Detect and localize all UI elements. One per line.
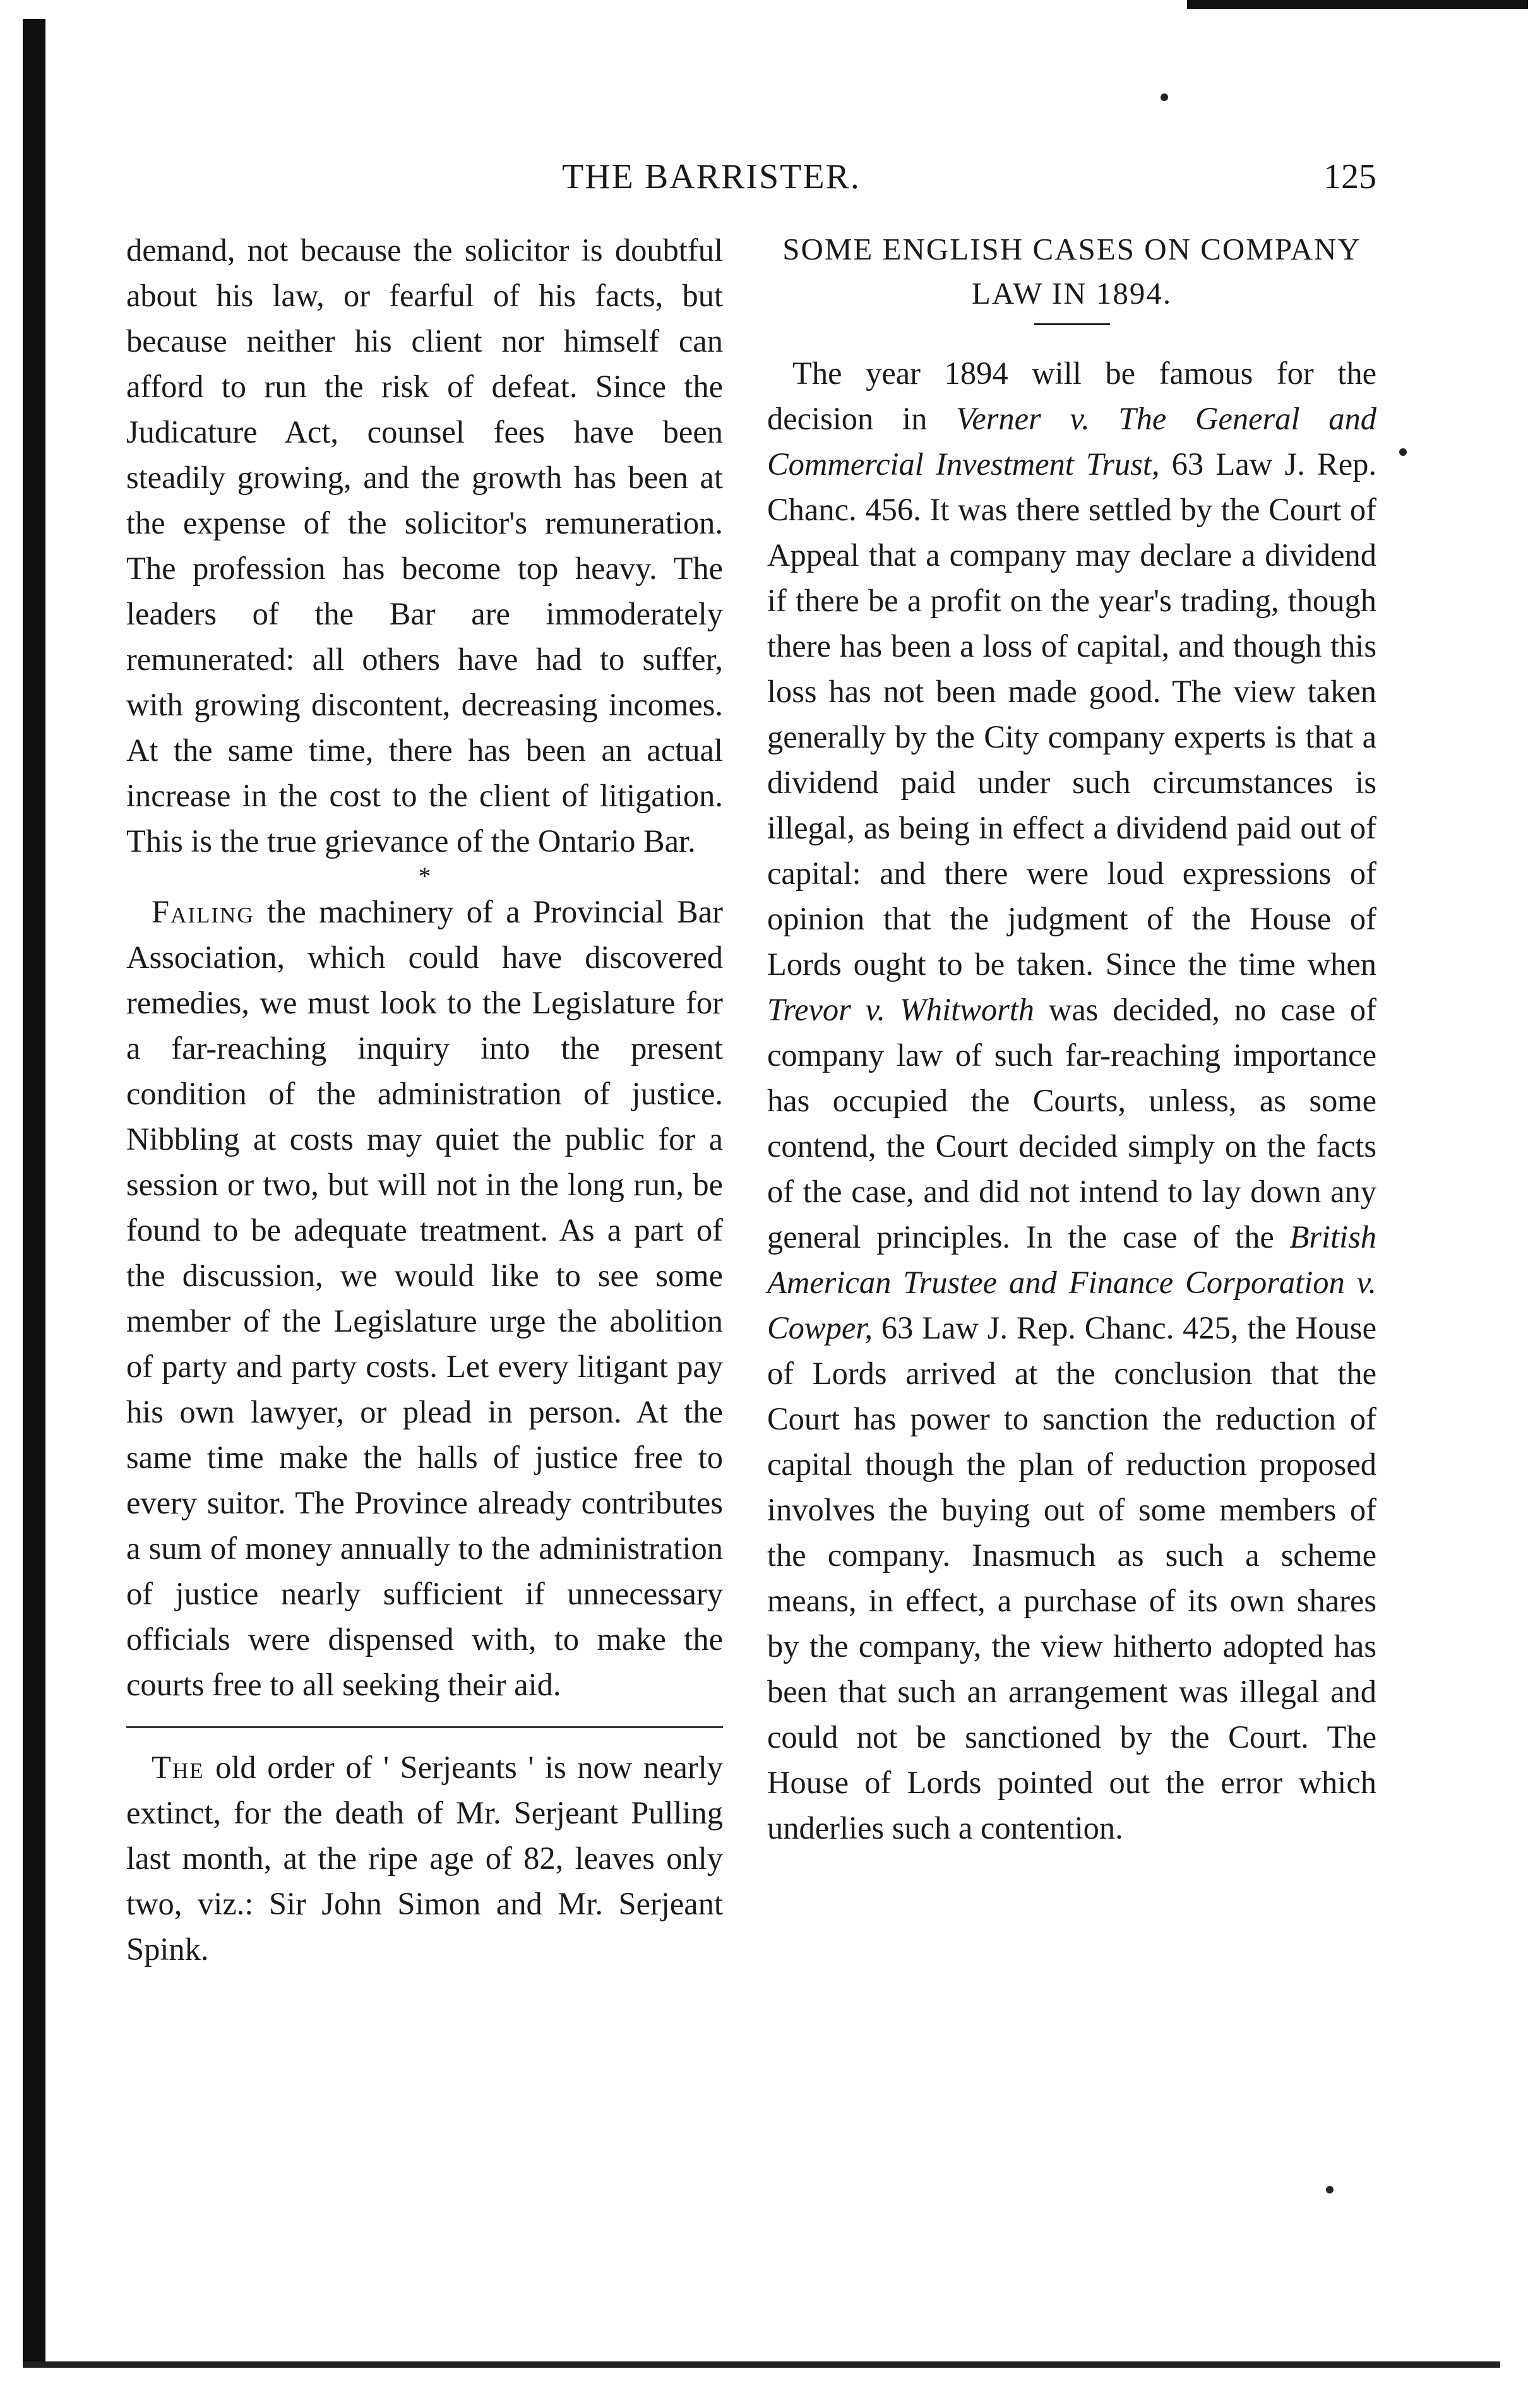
- column-rule: [126, 1726, 723, 1728]
- margin-dot-top: [1161, 93, 1168, 101]
- text-run: was decided, no case of company law of such far-reaching importance has occupied the Courts, unless, as some contend, the Court decided simply on the facts of the case, and did not intend to lay down any general principles. In the case of the: [767, 992, 1376, 1255]
- case-citation-trevor: Trevor v. Whitworth: [767, 992, 1035, 1027]
- section-divider: *: [418, 862, 431, 890]
- margin-dot-bottom: [1326, 2186, 1334, 2193]
- left-column: [126, 227, 723, 1972]
- running-head: [126, 157, 1376, 207]
- left-paragraph-1: demand, not because the solicitor is doubtful about his law, or fearful of his facts, but because neither his client nor himself can afford to run the risk of defeat. Since the Judicature Act, counsel fees have been steadily growing, and the growth has been at the expense of the solicitor's remuneration. The profession has become top heavy. The leaders of the Bar are immoderately remunerated: all others have had to suffer, with growing discontent, decreasing incomes. At the same time, there has been an actual increase in the cost to the client of litigation. This is the true grievance of the Ontario Bar.: [126, 232, 723, 859]
- margin-dot-mid: [1399, 448, 1407, 456]
- left-paragraph-2: [126, 889, 723, 1707]
- text-run: 63 Law J. Rep. Chanc. 425, the House of Lords arrived at the conclusion that the Court has power to sanction the reduction of capital though the plan of reduction proposed involves the buying out of some members of the company. Inasmuch as such a scheme means, in effect, a purchase of its own shares by the company, the view hitherto adopted has been that such an arrangement was illegal and could not be sanctioned by the Court. The House of Lords pointed out the error which underlies such a contention.: [767, 1310, 1376, 1846]
- right-column: [767, 227, 1376, 1851]
- text-run: The year 1894 will be famous for the decision in: [767, 355, 1376, 436]
- scan-edge-top: [1187, 0, 1528, 9]
- scan-edge-left: [23, 19, 45, 2368]
- paragraph-lead-word: Failing: [152, 894, 254, 929]
- paragraph-lead-word: The: [152, 1750, 205, 1785]
- left-paragraph-3-body: old order of ' Serjeants ' is now nearly extinct, for the death of Mr. Serjeant Pulling last month, at the ripe age of 82, leaves only two, viz.: Sir John Simon and Mr. Serjeant Spink.: [126, 1750, 723, 1967]
- case-citation-british-american: British American Trustee and Finance Corporation v. Cowper,: [767, 1219, 1376, 1346]
- scan-edge-bottom: [23, 2361, 1500, 2368]
- case-citation-verner: Verner v. The General and Commercial Investment Trust,: [767, 401, 1376, 482]
- running-title: THE BARRISTER.: [562, 157, 861, 196]
- left-paragraph-2-body: the machinery of a Provincial Bar Association, which could have discovered remedies, we must look to the Legislature for a far-reaching inquiry into the present condition of the administration of justice. Nibbling at costs may quiet the public for a session or two, but will not in the long run, be found to be adequate treatment. As a part of the discussion, we would like to see some member of the Legislature urge the abolition of party and party costs. Let every litigant pay his own lawyer, or plead in person. At the same time make the halls of justice free to every suitor. The Province already contributes a sum of money annually to the administration of justice nearly sufficient if unnecessary officials were dispensed with, to make the courts free to all seeking their aid.: [126, 894, 723, 1702]
- page-number: 125: [1323, 157, 1376, 196]
- left-paragraph-3: [126, 1745, 723, 1972]
- right-paragraph-1: [767, 350, 1376, 1851]
- heading-rule: [1034, 323, 1110, 325]
- text-run: 63 Law J. Rep. Chanc. 456. It was there settled by the Court of Appeal that a company may declare a dividend if there be a profit on the year's trading, though there has been a loss of capital, and though this loss has not been made good. The view taken generally by the City company experts is that a dividend paid under such circumstances is illegal, as being in effect a dividend paid out of capital: and there were loud expressions of opinion that the judgment of the House of Lords ought to be taken. Since the time when: [767, 446, 1377, 982]
- article-heading: SOME ENGLISH CASES ON COMPANY LAW IN 1894.: [782, 232, 1361, 311]
